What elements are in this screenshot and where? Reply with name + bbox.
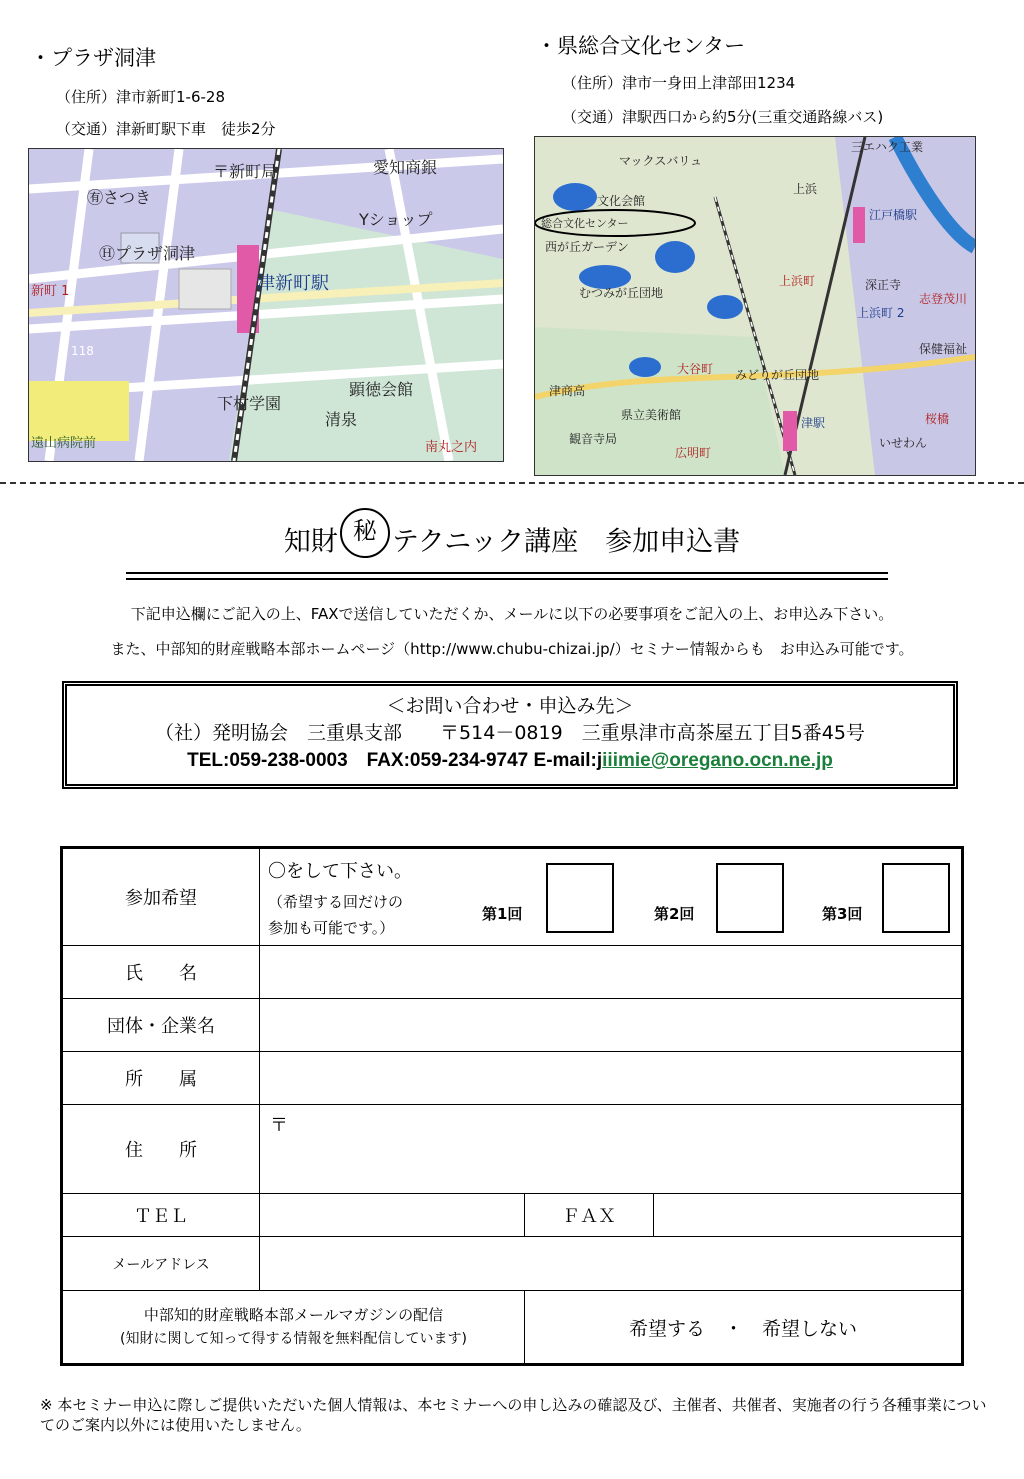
svg-text:上浜町: 上浜町 (779, 274, 816, 288)
svg-text:マックスバリュ: マックスバリュ (619, 154, 703, 168)
contact-heading: ＜お問い合わせ・申込み先＞ (386, 695, 634, 717)
contact-tel-fax (67, 747, 953, 774)
venue1-title: ・プラザ洞津 (30, 46, 156, 70)
email-label: メールアドレス (62, 1237, 260, 1291)
contact-email-link[interactable]: iiimie@oregano.ocn.ne.jp (602, 750, 833, 771)
title-underline-bottom (126, 578, 888, 580)
magazine-label-line-1: 中部知的財産戦略本部メールマガジンの配信 (143, 1306, 444, 1324)
svg-text:保健福祉: 保健福祉 (919, 342, 968, 356)
intro-line-2: また、中部知的財産戦略本部ホームページ（http://www.chubu-chizai.jp/）セミナー情報からも お申込み可能です。 (110, 640, 914, 658)
contact-address: （社）発明協会 三重県支部 〒514－0819 三重県津市高茶屋五丁目5番45号 (155, 722, 865, 744)
row-participation (62, 848, 963, 946)
intro-line-1: 下記申込欄にご記入の上、FAXで送信していただくか、メールに以下の必要事項をご記入の上、お申込み下さい。 (130, 605, 894, 623)
row-address (62, 1105, 963, 1194)
row-magazine (62, 1291, 963, 1365)
svg-text:文化会館: 文化会館 (597, 194, 646, 208)
name-field[interactable] (260, 946, 963, 999)
svg-text:三エハク工業: 三エハク工業 (851, 140, 924, 154)
form-title-before: 知財 (283, 526, 338, 558)
session-3-checkbox[interactable] (882, 863, 950, 933)
svg-text:西が丘ガーデン: 西が丘ガーデン (545, 240, 629, 254)
svg-text:広明町: 広明町 (675, 446, 712, 460)
svg-text:下村学園: 下村学園 (217, 394, 282, 413)
svg-text:桜橋: 桜橋 (925, 412, 950, 426)
address-field[interactable] (260, 1105, 963, 1194)
tel-label: ＴＥＬ (62, 1194, 260, 1237)
svg-text:いせわん: いせわん (879, 436, 928, 450)
svg-text:南丸之内: 南丸之内 (425, 440, 478, 455)
contact-tel-fax-text: TEL:059-238-0003 FAX:059-234-9747 E-mail:j (187, 750, 603, 771)
form-title-after: テクニック講座 参加申込書 (391, 526, 741, 558)
department-field[interactable] (260, 1052, 963, 1105)
session-1-checkbox[interactable] (546, 863, 614, 933)
map-bunka-center (534, 136, 976, 476)
svg-text:上浜: 上浜 (793, 182, 818, 196)
svg-text:津商高: 津商高 (549, 384, 586, 398)
svg-text:むつみが丘団地: むつみが丘団地 (579, 286, 664, 300)
row-email (62, 1237, 963, 1291)
magazine-options[interactable]: 希望する ・ 希望しない (525, 1291, 963, 1365)
venue1-address: （住所）津市新町1-6-28 (56, 88, 225, 106)
session-3-label: 第3回 (822, 905, 863, 923)
venue2-address: （住所）津市一身田上津部田1234 (562, 74, 796, 92)
postal-mark: 〒 (270, 1115, 288, 1136)
department-label: 所 属 (62, 1052, 260, 1105)
session-1-label: 第1回 (482, 905, 523, 923)
organization-field[interactable] (260, 999, 963, 1052)
participation-note-2: 参加も可能です。） (268, 919, 395, 937)
fax-field[interactable] (654, 1194, 963, 1237)
fax-label: ＦＡＸ (525, 1194, 654, 1237)
session-2-checkbox[interactable] (716, 863, 784, 933)
svg-text:みどりが丘団地: みどりが丘団地 (735, 368, 820, 382)
svg-text:清泉: 清泉 (325, 410, 358, 429)
venue1-access: （交通）津新町駅下車 徒歩2分 (56, 120, 276, 138)
venue2-access: （交通）津駅西口から約5分(三重交通路線バス) (562, 108, 884, 126)
svg-text:Yショップ: Yショップ (359, 210, 433, 229)
svg-text:津駅: 津駅 (801, 416, 826, 430)
row-organization (62, 999, 963, 1052)
map-bunka-center-drawing (535, 137, 975, 475)
cut-line (0, 482, 1024, 484)
venue2-title: ・県総合文化センター (536, 34, 746, 58)
svg-text:津新町駅: 津新町駅 (257, 273, 329, 294)
row-tel-fax (62, 1194, 963, 1237)
name-label: 氏 名 (62, 946, 260, 999)
maru-hi-mark: 秘 (340, 508, 390, 558)
form-title (0, 518, 1024, 568)
svg-text:上浜町 2: 上浜町 2 (857, 306, 905, 320)
participation-instruction: 〇をして下さい。 (268, 861, 412, 882)
svg-text:〒新町局: 〒新町局 (213, 162, 278, 181)
svg-text:江戸橋駅: 江戸橋駅 (869, 208, 918, 222)
address-label: 住 所 (62, 1105, 260, 1194)
tel-field[interactable] (260, 1194, 525, 1237)
organization-label: 団体・企業名 (62, 999, 260, 1052)
svg-text:総合文化センター: 総合文化センター (541, 217, 629, 230)
svg-text:深正寺: 深正寺 (865, 278, 902, 292)
svg-text:観音寺局: 観音寺局 (569, 432, 618, 446)
privacy-footnote: ※ 本セミナー申込に際しご提供いただいた個人情報は、本セミナーへの申し込みの確認及び、主催者、共催者、実施者の行う各種事業についてのご案内以外には使用いたしません。 (40, 1396, 987, 1434)
magazine-label (62, 1291, 525, 1365)
svg-text:顕徳会館: 顕徳会館 (349, 380, 414, 399)
participation-label: 参加希望 (62, 848, 260, 946)
row-department (62, 1052, 963, 1105)
email-field[interactable] (260, 1237, 963, 1291)
svg-text:大谷町: 大谷町 (677, 362, 714, 376)
svg-text:遠山病院前: 遠山病院前 (31, 436, 97, 451)
participation-note-1: （希望する回だけの (268, 893, 404, 911)
svg-text:志登茂川: 志登茂川 (919, 292, 968, 306)
svg-text:Ⓗプラザ洞津: Ⓗプラザ洞津 (99, 244, 196, 263)
svg-text:㊒さつき: ㊒さつき (87, 188, 152, 207)
contact-box (62, 681, 958, 789)
session-2-label: 第2回 (654, 905, 695, 923)
application-form (60, 846, 964, 1366)
svg-text:118: 118 (71, 344, 94, 358)
title-underline-top (126, 572, 888, 574)
map-plaza-dotsu (28, 148, 504, 462)
magazine-label-line-2: (知財に関して知って得する情報を無料配信しています) (120, 1331, 467, 1347)
row-name (62, 946, 963, 999)
map-plaza-dotsu-drawing (29, 149, 503, 461)
svg-text:新町 1: 新町 1 (31, 284, 70, 299)
participation-cell (260, 848, 963, 946)
svg-text:愛知商銀: 愛知商銀 (373, 158, 438, 177)
svg-text:県立美術館: 県立美術館 (621, 408, 682, 422)
